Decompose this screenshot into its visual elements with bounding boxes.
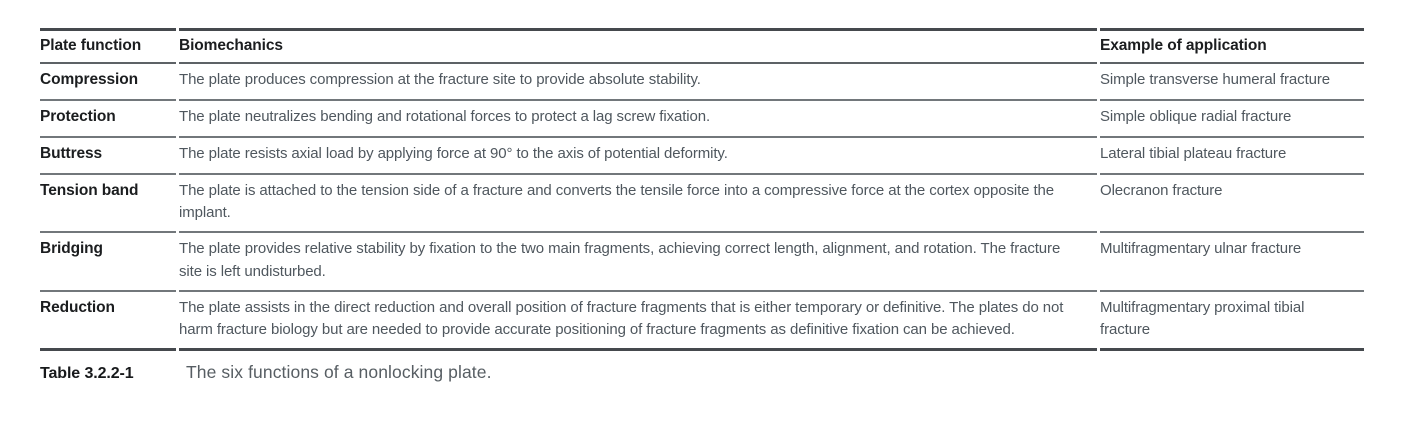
table-header-row [40, 28, 1364, 64]
table-row-protection [40, 101, 1364, 138]
cell-example: Multifragmentary proximal tibial fracture [1100, 292, 1364, 351]
cell-function: Tension band [40, 175, 176, 233]
table-row-compression [40, 64, 1364, 101]
table-caption-number: Table 3.2.2-1 [40, 365, 134, 383]
document-table-figure [37, 28, 1367, 383]
cell-biomechanics: The plate is attached to the tension side of a fracture and converts the tensile force into a compressive force at the cortex opposite the implant. [179, 175, 1097, 233]
cell-example: Lateral tibial plateau fracture [1100, 138, 1364, 175]
cell-function: Reduction [40, 292, 176, 351]
table-caption [37, 362, 1367, 383]
cell-biomechanics: The plate provides relative stability by fixation to the two main fragments, achieving correct length, alignment, and rotation. The fracture site is left undisturbed. [179, 233, 1097, 291]
cell-biomechanics: The plate resists axial load by applying force at 90° to the axis of potential deformity. [179, 138, 1097, 175]
cell-function: Bridging [40, 233, 176, 291]
column-header-plate-function: Plate function [40, 28, 176, 64]
table-row-reduction [40, 292, 1364, 351]
cell-example: Olecranon fracture [1100, 175, 1364, 233]
table-caption-text: The six functions of a nonlocking plate. [186, 362, 492, 383]
cell-example: Simple transverse humeral fracture [1100, 64, 1364, 101]
cell-biomechanics: The plate produces compression at the fracture site to provide absolute stability. [179, 64, 1097, 101]
column-header-example-of-application: Example of application [1100, 28, 1364, 64]
table-row-bridging [40, 233, 1364, 291]
cell-example: Multifragmentary ulnar fracture [1100, 233, 1364, 291]
cell-function: Protection [40, 101, 176, 138]
table-row-buttress [40, 138, 1364, 175]
cell-example: Simple oblique radial fracture [1100, 101, 1364, 138]
table-row-tension-band [40, 175, 1364, 233]
cell-function: Compression [40, 64, 176, 101]
plate-functions-table [37, 28, 1367, 351]
column-header-biomechanics: Biomechanics [179, 28, 1097, 64]
cell-biomechanics: The plate neutralizes bending and rotational forces to protect a lag screw fixation. [179, 101, 1097, 138]
cell-biomechanics: The plate assists in the direct reduction and overall position of fracture fragments that is either temporary or definitive. The plates do not harm fracture biology but are needed to provide accurate positioning of fracture fragments as definitive fixation can be achieved. [179, 292, 1097, 351]
cell-function: Buttress [40, 138, 176, 175]
